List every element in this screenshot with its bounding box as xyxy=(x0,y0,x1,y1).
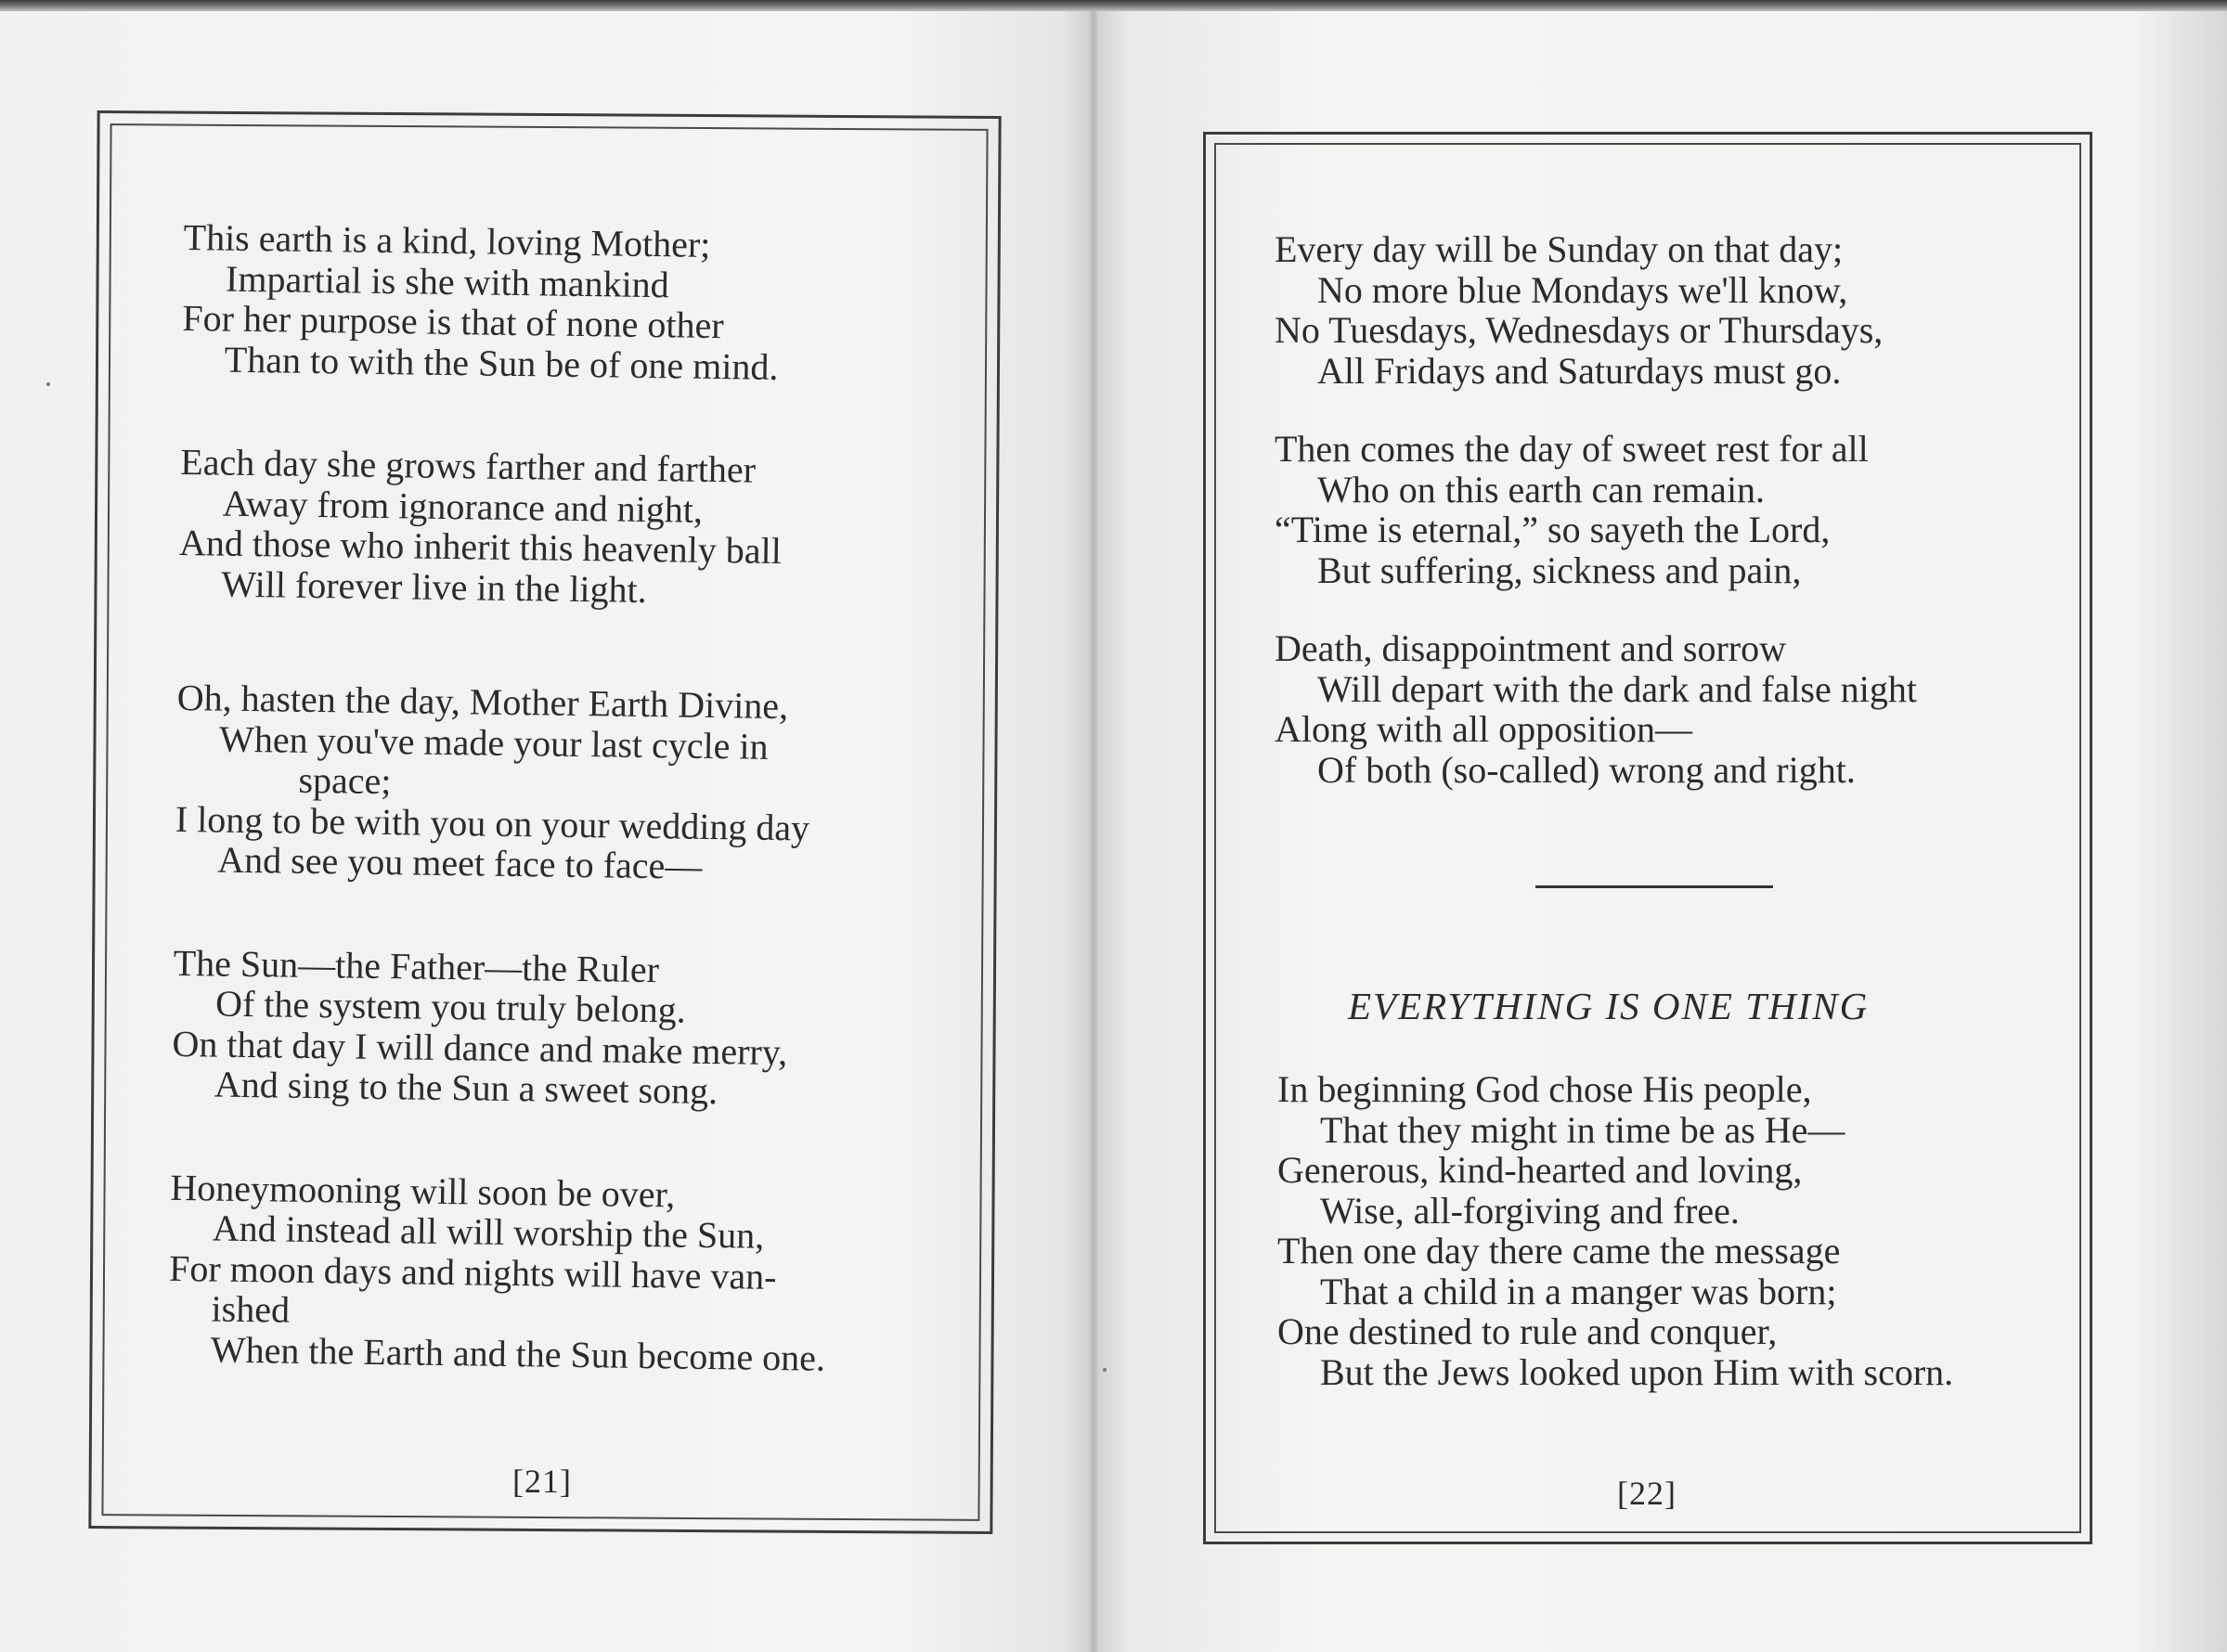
paper-speck xyxy=(1103,1368,1107,1372)
poem-line: That a child in a manger was born; xyxy=(1320,1270,1837,1312)
poem-line: Along with all opposition— xyxy=(1275,708,1692,750)
poem-line: Then one day there came the message xyxy=(1277,1230,1841,1271)
poem-line: In beginning God chose His people, xyxy=(1277,1068,1812,1110)
poem-line: Wise, all-forgiving and free. xyxy=(1320,1189,1740,1232)
poem-line: Oh, hasten the day, Mother Earth Divine, xyxy=(176,676,789,728)
poem-line: ished xyxy=(211,1287,291,1331)
poem-line: Than to with the Sun be of one mind. xyxy=(224,338,779,388)
poem-line: Every day will be Sunday on that day; xyxy=(1275,228,1844,270)
poem-line: And instead all will worship the Sun, xyxy=(212,1207,765,1257)
poem-line: Generous, kind-hearted and loving, xyxy=(1277,1149,1803,1191)
poem-line: Of the system you truly belong. xyxy=(214,982,687,1031)
poem-line: All Fridays and Saturdays must go. xyxy=(1317,349,1842,392)
poem-line: “Time is eternal,” so sayeth the Lord, xyxy=(1275,509,1831,550)
poem-line: Who on this earth can remain. xyxy=(1317,468,1766,510)
poem-line: For moon days and nights will have van- xyxy=(168,1246,777,1297)
poem-title: EVERYTHING IS ONE THING xyxy=(1348,985,1870,1027)
poem-line: space; xyxy=(298,758,392,803)
stanza xyxy=(1275,429,1917,590)
poem-line: No Tuesdays, Wednesdays or Thursdays, xyxy=(1275,309,1884,351)
poem-line: I long to be with you on your wedding day xyxy=(175,797,810,848)
poem-line: But the Jews looked upon Him with scorn. xyxy=(1320,1350,1954,1393)
poem-body xyxy=(1277,1069,1953,1392)
poem-line: That they might in time be as He— xyxy=(1320,1108,1845,1151)
poem-line: And see you meet face to face— xyxy=(217,838,703,887)
left-page-poem xyxy=(168,217,841,1378)
right-page-poem xyxy=(1275,229,1917,790)
stanza xyxy=(182,217,841,388)
stanza xyxy=(168,1167,828,1377)
stanza xyxy=(1275,229,1917,391)
poem-line: And sing to the Sun a sweet song. xyxy=(214,1063,719,1113)
paper-speck xyxy=(46,382,50,386)
poem-line: This earth is a kind, loving Mother; xyxy=(183,216,711,265)
stanza xyxy=(175,678,835,888)
poem-line: Then comes the day of sweet rest for all xyxy=(1275,428,1869,470)
poem-line: Honeymooning will soon be over, xyxy=(170,1166,676,1215)
page-number: [22] xyxy=(1617,1475,1677,1512)
poem-line: Will depart with the dark and false night xyxy=(1317,667,1917,710)
stanza xyxy=(172,942,831,1113)
poem-line: Away from ignorance and night, xyxy=(222,482,704,531)
book-gutter xyxy=(1088,11,1099,1652)
poem-line: Of both (so-called) wrong and right. xyxy=(1317,748,1856,791)
poem-line: Death, disappointment and sorrow xyxy=(1275,627,1786,669)
poem-line: When you've made your last cycle in xyxy=(218,717,769,768)
poem-line: When the Earth and the Sun become one. xyxy=(210,1328,826,1379)
poem-line: Will forever live in the light. xyxy=(221,562,648,611)
section-divider xyxy=(1535,885,1773,888)
stanza xyxy=(178,442,837,613)
poem-line: No more blue Mondays we'll know, xyxy=(1317,268,1848,311)
poem-line: For her purpose is that of none other xyxy=(182,296,724,347)
poem-line: But suffering, sickness and pain, xyxy=(1317,549,1802,591)
poem-line: One destined to rule and conquer, xyxy=(1277,1310,1778,1352)
poem-line: On that day I will dance and make merry, xyxy=(172,1022,788,1073)
poem-line: Impartial is she with mankind xyxy=(225,257,670,305)
stanza xyxy=(1275,628,1917,790)
poem-line: And those who inherit this heavenly ball xyxy=(178,521,783,573)
page-number: [21] xyxy=(512,1463,572,1500)
poem-line: The Sun—the Father—the Ruler xyxy=(173,941,660,990)
poem-line: Each day she grows farther and farther xyxy=(180,440,757,491)
